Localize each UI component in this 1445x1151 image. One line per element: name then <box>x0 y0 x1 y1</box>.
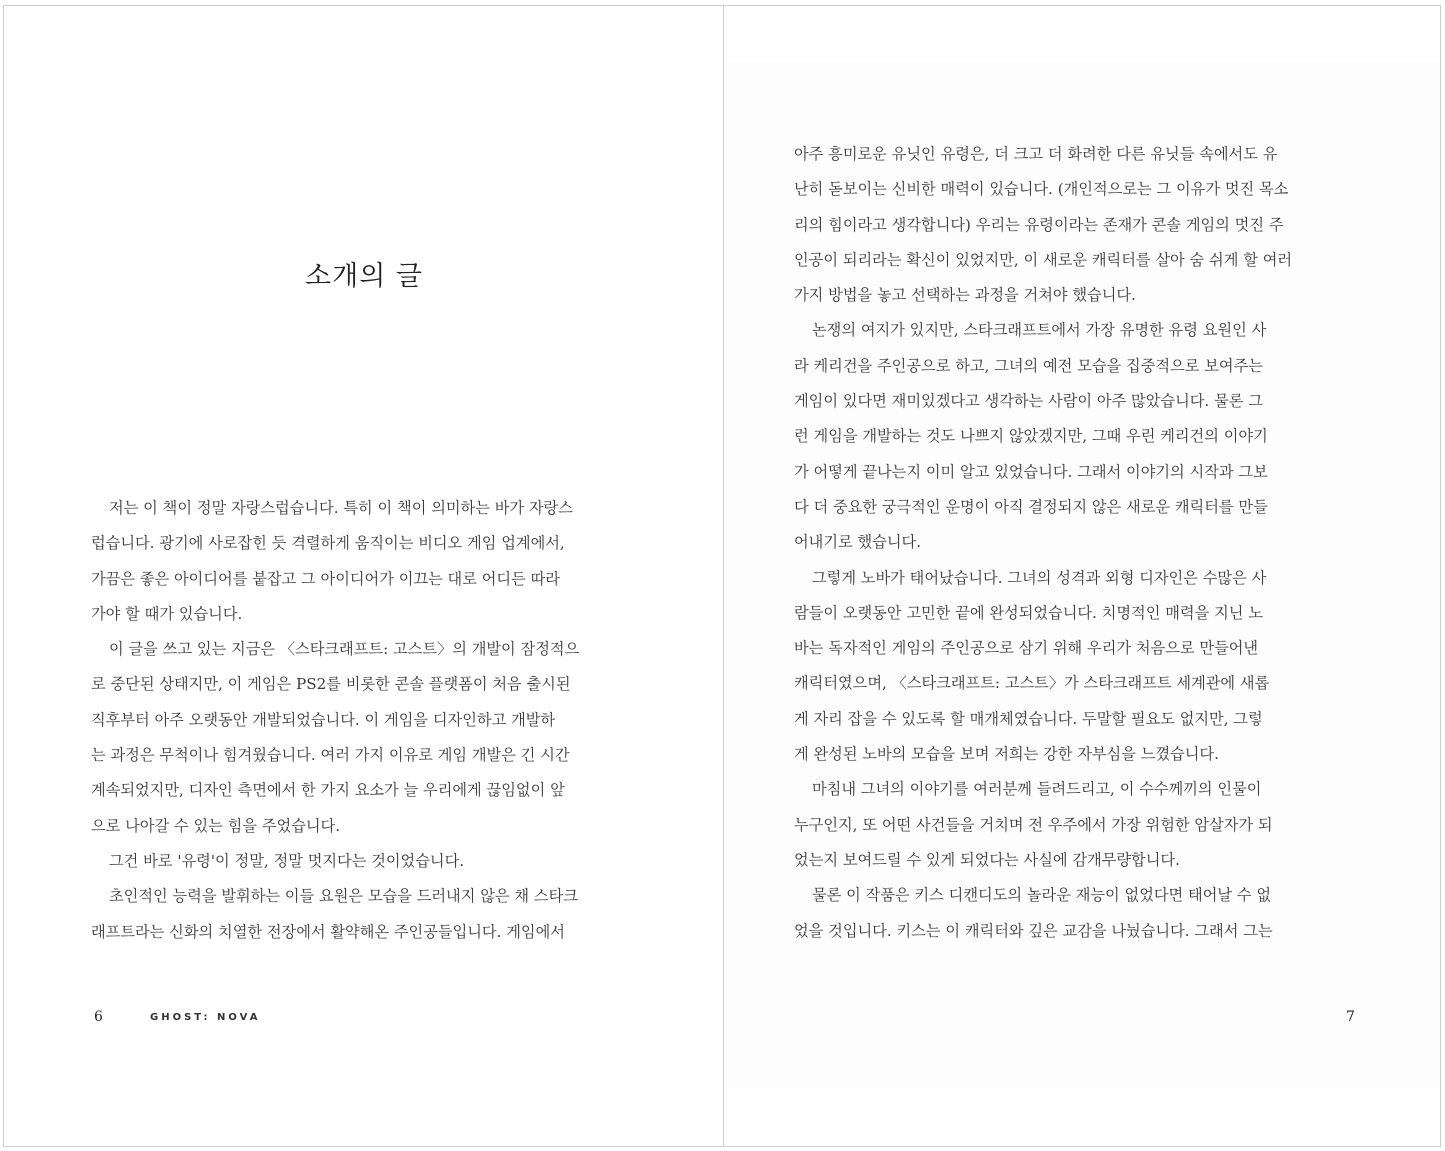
right-body-text <box>794 137 1354 949</box>
text-line: 었을 것입니다. 키스는 이 캐릭터와 깊은 교감을 나눴습니다. 그래서 그는 <box>794 921 1273 940</box>
text-line: 었는지 보여드릴 수 있게 되었다는 사실에 감개무량합니다. <box>794 850 1180 869</box>
text-line: 논쟁의 여지가 있지만, 스타크래프트에서 가장 유명한 유령 요원인 사 <box>812 321 1267 340</box>
text-line: 마침내 그녀의 이야기를 여러분께 들려드리고, 이 수수께끼의 인물이 <box>812 780 1262 799</box>
text-line: 캐릭터였으며, 〈스타크래프트: 고스트〉가 스타크래프트 세계관에 새롭 <box>794 674 1270 693</box>
text-line: 난히 돋보이는 신비한 매력이 있습니다. (개인적으로는 그 이유가 멋진 목소 <box>794 180 1289 199</box>
text-line: 바는 독자적인 게임의 주인공으로 삼기 위해 우리가 처음으로 만들어낸 <box>794 639 1259 658</box>
text-line: 라 케리건을 주인공으로 하고, 그녀의 예전 모습을 집중적으로 보여주는 <box>794 356 1263 375</box>
text-line: 으로 나아갈 수 있는 힘을 주었습니다. <box>91 816 341 835</box>
text-line: 아주 흥미로운 유닛인 유령은, 더 크고 더 화려한 다른 유닛들 속에서도 유 <box>794 145 1278 163</box>
text-line: 게임이 있다면 재미있겠다고 생각하는 사람이 아주 많았습니다. 물론 그 <box>794 392 1263 411</box>
text-line: 가 어떻게 끝나는지 이미 알고 있었습니다. 그래서 이야기의 시작과 그보 <box>794 462 1268 481</box>
text-line: 계속되었지만, 디자인 측면에서 한 가지 요소가 늘 우리에게 끊임없이 앞 <box>91 781 565 800</box>
text-line: 가지 방법을 놓고 선택하는 과정을 거쳐야 했습니다. <box>794 286 1136 305</box>
page-number-right: 7 <box>1346 1009 1355 1025</box>
text-line: 래프트라는 신화의 치열한 전장에서 활약해온 주인공들입니다. 게임에서 <box>91 922 565 941</box>
text-line: 게 자리 잡을 수 있도록 할 매개체였습니다. 두말할 필요도 없지만, 그렇 <box>794 709 1263 728</box>
text-line: 가야 할 때가 있습니다. <box>91 604 243 623</box>
text-line: 누구인지, 또 어떤 사건들을 거치며 전 우주에서 가장 위험한 암살자가 되 <box>794 815 1273 834</box>
text-line: 인공이 되리라는 확신이 있었지만, 이 새로운 캐릭터를 살아 숨 쉬게 할 여러 <box>794 250 1293 269</box>
text-line: 물론 이 작품은 키스 디캔디도의 놀라운 재능이 없었다면 태어날 수 없 <box>812 886 1272 905</box>
page-number-left: 6 <box>94 1009 103 1025</box>
text-line: 어내기로 했습니다. <box>794 533 922 552</box>
text-line: 초인적인 능력을 발휘하는 이들 요원은 모습을 드러내지 않은 채 스타크 <box>109 887 578 906</box>
text-line: 그건 바로 '유령'이 정말, 정말 멋지다는 것이었습니다. <box>109 851 465 870</box>
running-head: GHOST: NOVA <box>150 1012 261 1023</box>
text-line: 게 완성된 노바의 모습을 보며 저희는 강한 자부심을 느꼈습니다. <box>794 745 1219 764</box>
text-line: 이 글을 쓰고 있는 지금은 〈스타크래프트: 고스트〉의 개발이 잠정적으 <box>109 640 580 659</box>
text-line: 저는 이 책이 정말 자랑스럽습니다. 특히 이 책이 의미하는 바가 자랑스 <box>109 499 573 517</box>
text-line: 런 게임을 개발하는 것도 나쁘지 않았겠지만, 그때 우린 케리건의 이야기 <box>794 427 1268 446</box>
text-line: 리의 힘이라고 생각합니다) 우리는 유령이라는 존재가 콘솔 게임의 멋진 주 <box>794 215 1284 234</box>
text-line: 람들이 오랫동안 고민한 끝에 완성되었습니다. 치명적인 매력을 지닌 노 <box>794 603 1263 622</box>
text-line: 다 더 중요한 궁극적인 운명이 아직 결정되지 않은 새로운 캐릭터를 만들 <box>794 497 1268 516</box>
text-line: 그렇게 노바가 태어났습니다. 그녀의 성격과 외형 디자인은 수많은 사 <box>812 568 1267 587</box>
text-line: 럽습니다. 광기에 사로잡힌 듯 격렬하게 움직이는 비디오 게임 업계에서, <box>91 534 565 553</box>
text-line: 로 중단된 상태지만, 이 게임은 PS2를 비롯한 콘솔 플랫폼이 처음 출시된 <box>91 675 571 694</box>
left-body-text <box>91 491 636 950</box>
text-line: 가끔은 좋은 아이디어를 붙잡고 그 아이디어가 이끄는 대로 어디든 따라 <box>91 569 560 588</box>
text-line: 직후부터 아주 오랫동안 개발되었습니다. 이 게임을 디자인하고 개발하 <box>91 710 556 729</box>
text-line: 는 과정은 무척이나 힘겨웠습니다. 여러 가지 이유로 게임 개발은 긴 시간 <box>91 746 570 765</box>
page-title: 소개의 글 <box>305 261 423 292</box>
